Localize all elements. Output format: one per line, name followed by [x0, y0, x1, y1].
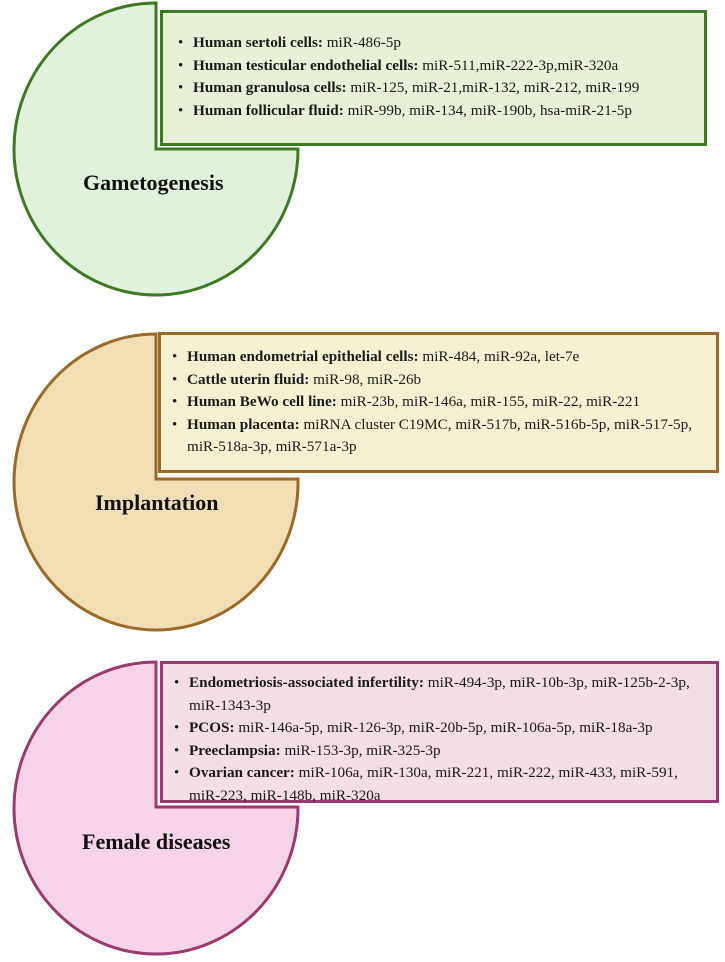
female-diseases-title: Female diseases [82, 829, 231, 854]
list-item: • Human granulosa cells: miR-125, miR-21,miR-132, miR-212, miR-199 [193, 77, 696, 100]
list-item: • Human endometrial epithelial cells: miR-484, miR-92a, let-7e [187, 346, 708, 369]
list-item: • Human sertoli cells: miR-486-5p [193, 32, 696, 55]
list-item: • Human testicular endothelial cells: miR-511,miR-222-3p,miR-320a [193, 55, 696, 78]
gametogenesis-list-box [160, 10, 707, 146]
list-item: • Ovarian cancer: miR-106a, miR-130a, miR-221, miR-222, miR-433, miR-591, miR-223, miR-148b, miR-320a [189, 762, 708, 807]
female-diseases-list [167, 672, 708, 807]
list-item: • Preeclampsia: miR-153-3p, miR-325-3p [189, 740, 708, 763]
implantation-list-box [158, 332, 719, 473]
list-item: • Human follicular fluid: miR-99b, miR-134, miR-190b, hsa-miR-21-5p [193, 100, 696, 123]
implantation-title: Implantation [95, 490, 219, 515]
list-item: • PCOS: miR-146a-5p, miR-126-3p, miR-20b-5p, miR-106a-5p, miR-18a-3p [189, 717, 708, 740]
list-item: • Human placenta: miRNA cluster C19MC, miR-517b, miR-516b-5p, miR-517-5p, miR-518a-3p, miR-571a-3p [187, 414, 708, 459]
female-diseases-list-box [160, 661, 719, 803]
list-item: • Cattle uterin fluid: miR-98, miR-26b [187, 369, 708, 392]
gametogenesis-title: Gametogenesis [83, 170, 224, 195]
female-diseases-section [0, 652, 725, 962]
list-item: • Human BeWo cell line: miR-23b, miR-146a, miR-155, miR-22, miR-221 [187, 391, 708, 414]
implantation-section [0, 322, 725, 632]
list-item: • Endometriosis-associated infertility: miR-494-3p, miR-10b-3p, miR-125b-2-3p, miR-1343-3p [189, 672, 708, 717]
implantation-list [165, 346, 708, 459]
gametogenesis-list [171, 32, 696, 122]
gametogenesis-section [0, 0, 725, 310]
